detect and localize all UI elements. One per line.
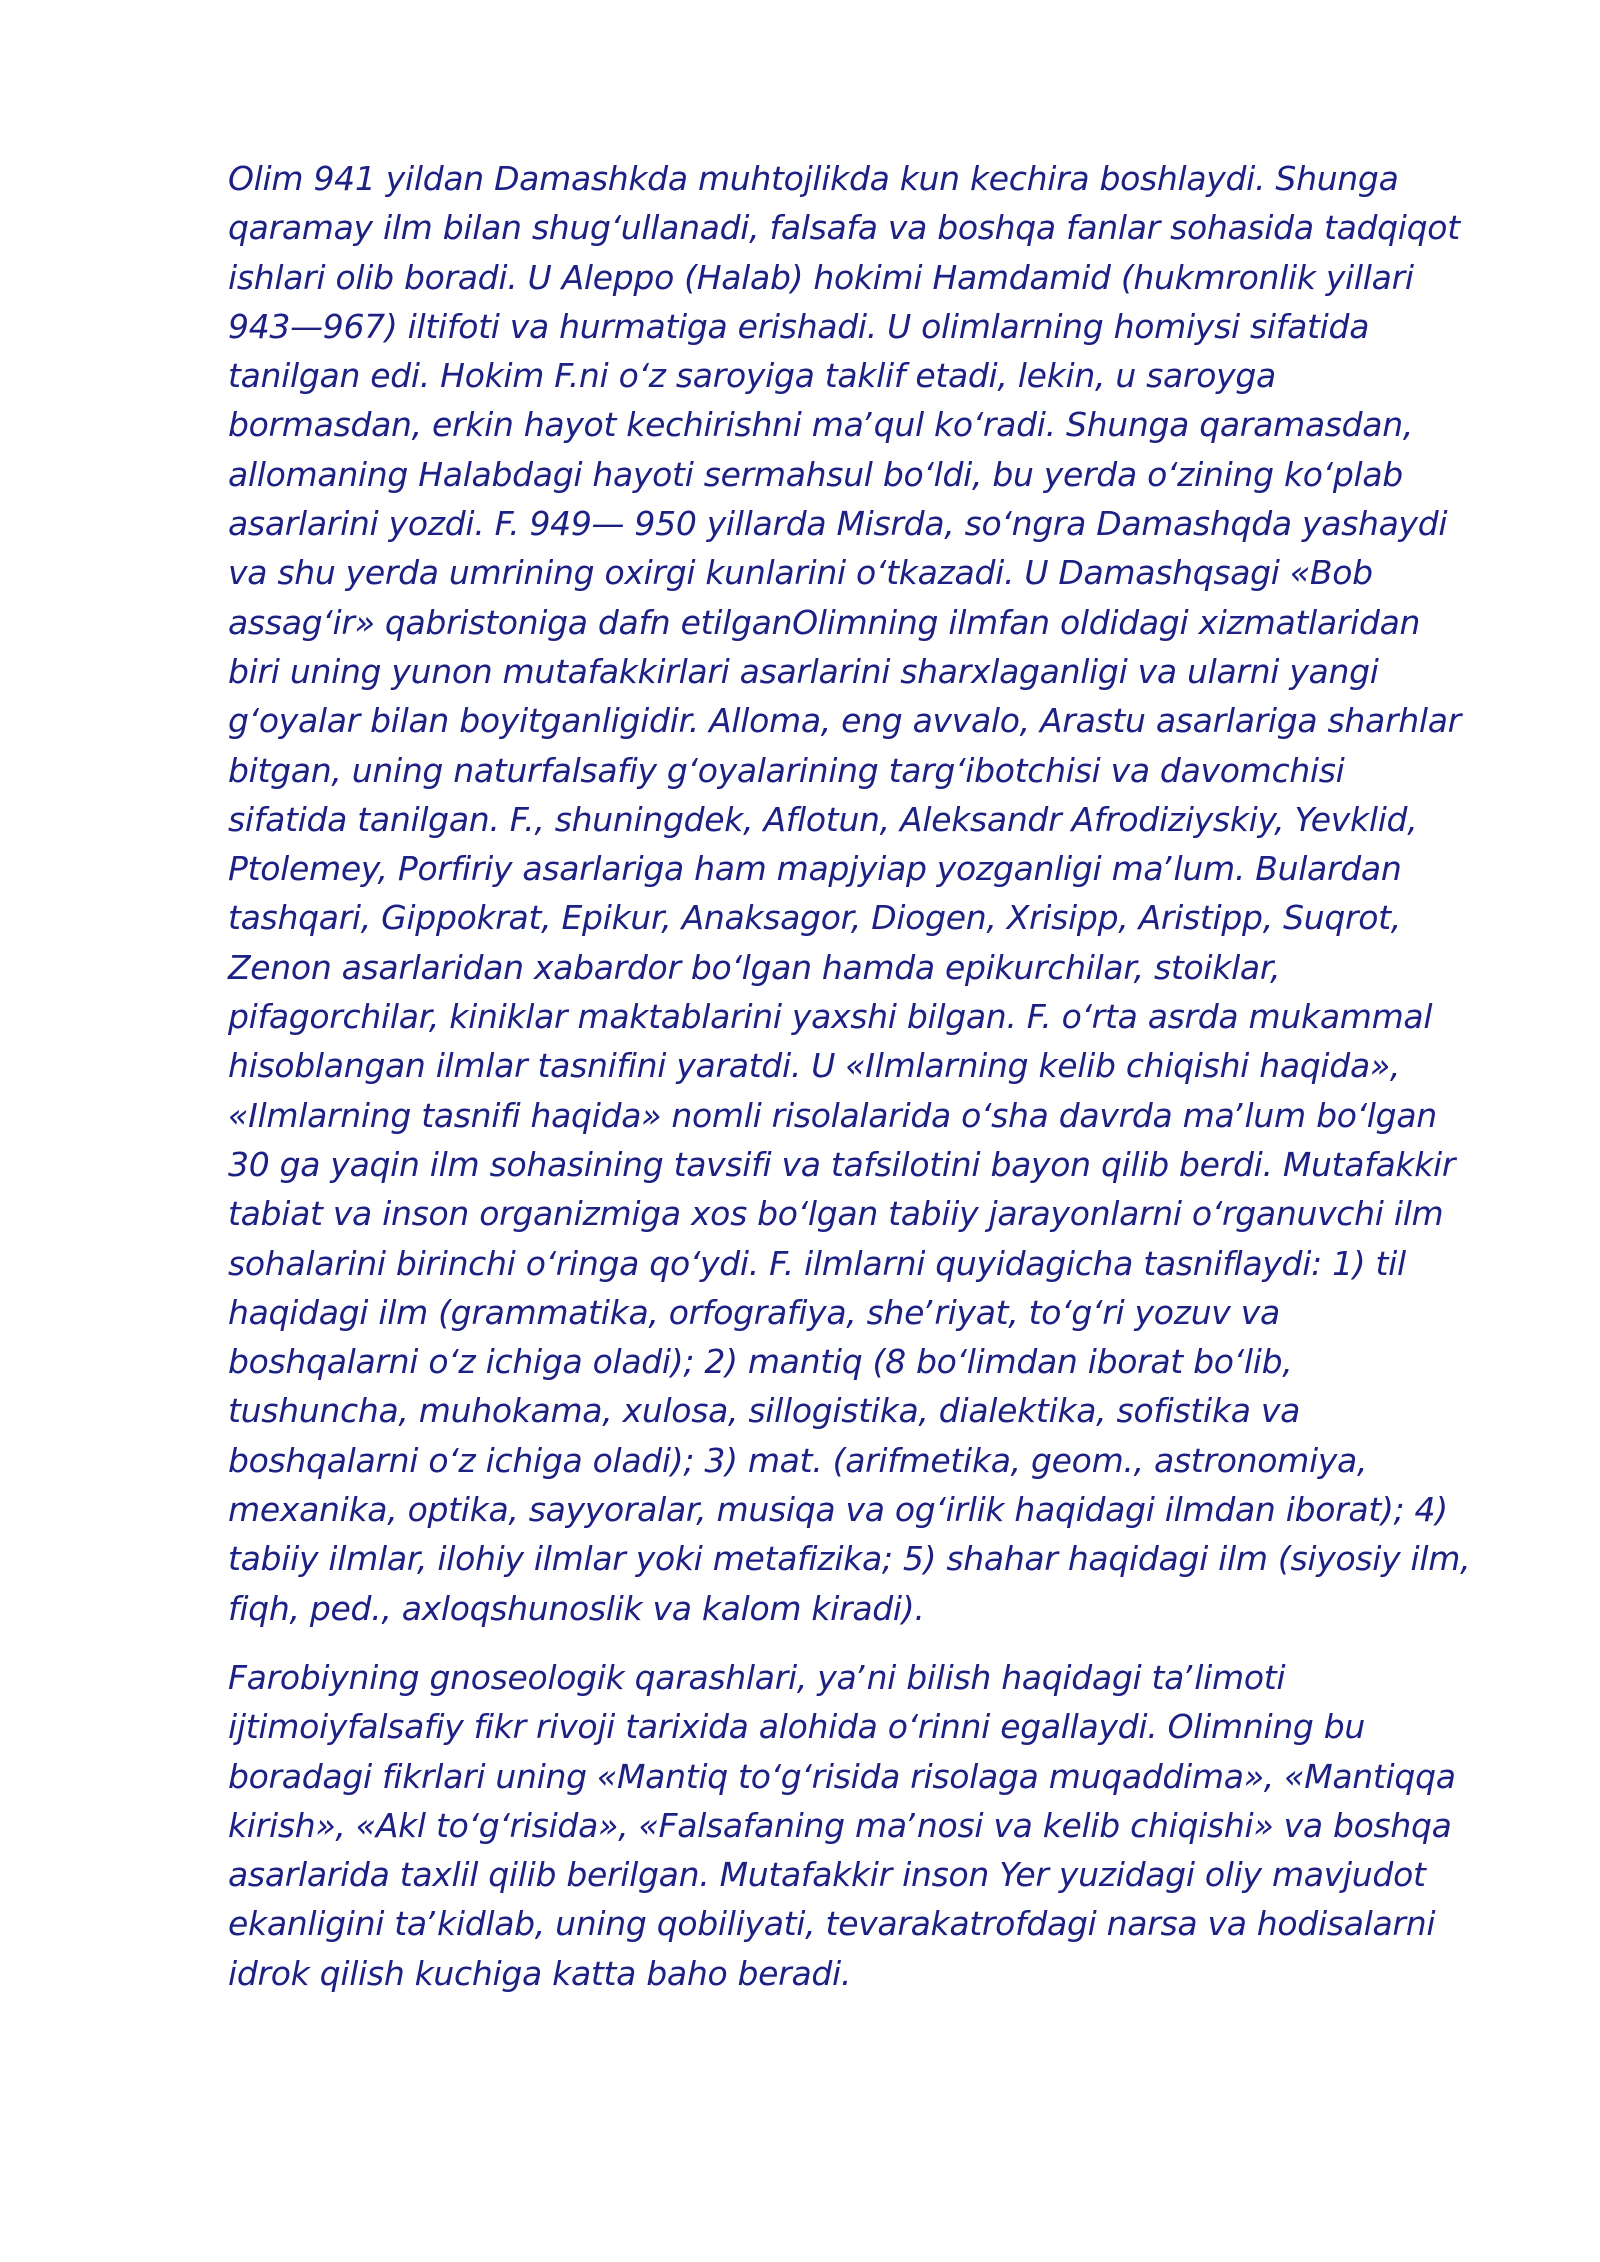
body-text (228, 154, 1473, 1998)
paragraph-1: Olim 941 yildan Damashkda muhtojlikda kun kechira boshlaydi. Shunga qaramay ilm bilan shugʻullanadi, falsafa va boshqa fanlar sohasida tadqiqot ishlari olib boradi. U Aleppo (Halab) hokimi Hamdamid (hukmronlik yillari 943—967) iltifoti va hurmatiga erishadi. U olimlarning homiysi sifatida tanilgan edi. Hokim F.ni oʻz saroyiga taklif etadi, lekin, u saroyga bormasdan, erkin hayot kechirishni maʼqul koʻradi. Shunga qaramasdan, allomaning Halabdagi hayoti sermahsul boʻldi, bu yerda oʻzining koʻplab asarlarini yozdi. F. 949— 950 yillarda Misrda, soʻngra Damashqda yashaydi va shu yerda umrining oxirgi kunlarini oʻtkazadi. U Damashqsagi «Bob assagʻir» qabristoniga dafn etilganOlimning ilmfan oldidagi xizmatlaridan biri uning yunon mutafakkirlari asarlarini sharxlaganligi va ularni yangi gʻoyalar bilan boyitganligidir. Alloma, eng avvalo, Arastu asarlariga sharhlar bitgan, uning naturfalsafiy gʻoyalarining targʻibotchisi va davomchisi sifatida tanilgan. F., shuningdek, Aflotun, Aleksandr Afrodiziyskiy, Yevklid, Ptolemey, Porfiriy asarlariga ham mapjyiap yozganligi maʼlum. Bulardan tashqari, Gippokrat, Epikur, Anaksagor, Diogen, Xrisipp, Aristipp, Suqrot, Zenon asarlaridan xabardor boʻlgan hamda epikurchilar, stoiklar, pifagorchilar, kiniklar maktablarini yaxshi bilgan. F. oʻrta asrda mukammal hisoblangan ilmlar tasnifini yaratdi. U «Ilmlarning kelib chiqishi haqida», «Ilmlarning tasnifi haqida» nomli risolalarida oʻsha davrda maʼlum boʻlgan 30 ga yaqin ilm sohasining tavsifi va tafsilotini bayon qilib berdi. Mutafakkir tabiat va inson organizmiga xos boʻlgan tabiiy jarayonlarni oʻrganuvchi ilm sohalarini birinchi oʻringa qoʻydi. F. ilmlarni quyidagicha tasniflaydi: 1) til haqidagi ilm (grammatika, orfografiya, sheʼriyat, toʻgʻri yozuv va boshqalarni oʻz ichiga oladi); 2) mantiq (8 boʻlimdan iborat boʻlib, tushuncha, muhokama, xulosa, sillogistika, dialektika, sofistika va boshqalarni oʻz ichiga oladi); 3) mat. (arifmetika, geom., astronomiya, mexanika, optika, sayyoralar, musiqa va ogʻirlik haqidagi ilmdan iborat); 4) tabiiy ilmlar, ilohiy ilmlar yoki metafizika; 5) shahar haqidagi ilm (siyosiy ilm, fiqh, ped., axloqshunoslik va kalom kiradi). (228, 159, 1471, 1628)
paragraph-2: Farobiyning gnoseologik qarashlari, yaʼni bilish haqidagi taʼlimoti ijtimoiyfalsafiy fikr rivoji tarixida alohida oʻrinni egallaydi. Olimning bu boradagi fikrlari uning «Mantiq toʻgʻrisida risolaga muqaddima», «Mantiqqa kirish», «Akl toʻgʻrisida», «Falsafaning maʼnosi va kelib chiqishi» va boshqa asarlarida taxlil qilib berilgan. Mutafakkir inson Yer yuzidagi oliy mavjudot ekanligini taʼkidlab, uning qobiliyati, tevarakatrofdagi narsa va hodisalarni idrok qilish kuchiga katta baho beradi. (228, 1657, 1456, 1993)
